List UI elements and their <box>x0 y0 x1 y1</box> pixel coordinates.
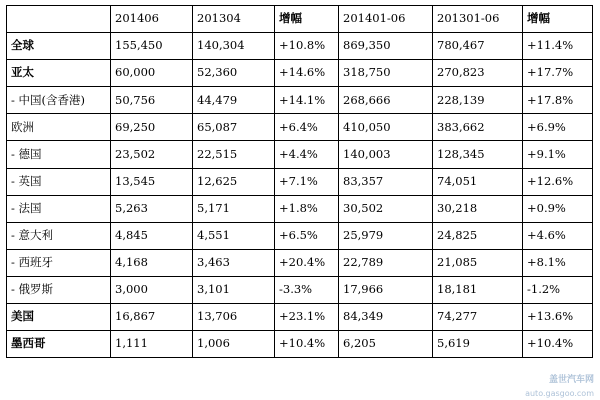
row-label-cell: - 西班牙 <box>7 249 111 276</box>
value-cell: 84,349 <box>339 304 433 331</box>
table-row <box>7 60 593 87</box>
table-row <box>7 168 593 195</box>
value-cell: +23.1% <box>275 304 339 331</box>
value-cell: 13,545 <box>111 168 193 195</box>
value-cell: 780,467 <box>433 33 523 60</box>
value-cell: 22,515 <box>193 141 275 168</box>
value-cell: 18,181 <box>433 276 523 303</box>
row-label-cell: - 意大利 <box>7 222 111 249</box>
value-cell: +9.1% <box>523 141 593 168</box>
table-row <box>7 222 593 249</box>
row-label-cell: 欧洲 <box>7 114 111 141</box>
row-label-cell: - 中国(含香港) <box>7 87 111 114</box>
table-row <box>7 87 593 114</box>
value-cell: 4,168 <box>111 249 193 276</box>
header-cell-201301-06: 201301-06 <box>433 6 523 33</box>
value-cell: 4,551 <box>193 222 275 249</box>
value-cell: +17.7% <box>523 60 593 87</box>
value-cell: 65,087 <box>193 114 275 141</box>
value-cell: +14.6% <box>275 60 339 87</box>
value-cell: 383,662 <box>433 114 523 141</box>
value-cell: 1,006 <box>193 331 275 358</box>
value-cell: +11.4% <box>523 33 593 60</box>
value-cell: 128,345 <box>433 141 523 168</box>
value-cell: 16,867 <box>111 304 193 331</box>
value-cell: +14.1% <box>275 87 339 114</box>
value-cell: 270,823 <box>433 60 523 87</box>
value-cell: -1.2% <box>523 276 593 303</box>
table-row <box>7 331 593 358</box>
table-row <box>7 195 593 222</box>
value-cell: 5,619 <box>433 331 523 358</box>
watermark-logo <box>502 372 594 398</box>
value-cell: 44,479 <box>193 87 275 114</box>
row-label-cell: 全球 <box>7 33 111 60</box>
row-label-cell: - 英国 <box>7 168 111 195</box>
value-cell: -3.3% <box>275 276 339 303</box>
watermark-url: auto.gasgoo.com <box>525 389 594 398</box>
value-cell: 140,304 <box>193 33 275 60</box>
value-cell: 1,111 <box>111 331 193 358</box>
value-cell: 74,277 <box>433 304 523 331</box>
value-cell: 268,666 <box>339 87 433 114</box>
value-cell: +7.1% <box>275 168 339 195</box>
header-cell-201406: 201406 <box>111 6 193 33</box>
value-cell: 24,825 <box>433 222 523 249</box>
value-cell: 23,502 <box>111 141 193 168</box>
value-cell: 3,000 <box>111 276 193 303</box>
value-cell: 12,625 <box>193 168 275 195</box>
header-cell-201401-06: 201401-06 <box>339 6 433 33</box>
value-cell: 3,101 <box>193 276 275 303</box>
value-cell: +17.8% <box>523 87 593 114</box>
value-cell: +6.4% <box>275 114 339 141</box>
value-cell: +10.8% <box>275 33 339 60</box>
row-label-cell: - 俄罗斯 <box>7 276 111 303</box>
value-cell: 22,789 <box>339 249 433 276</box>
value-cell: +10.4% <box>523 331 593 358</box>
table-row <box>7 249 593 276</box>
value-cell: 140,003 <box>339 141 433 168</box>
value-cell: 17,966 <box>339 276 433 303</box>
table-row <box>7 141 593 168</box>
header-row <box>7 6 593 33</box>
header-cell-region <box>7 6 111 33</box>
table-row <box>7 114 593 141</box>
table-row <box>7 33 593 60</box>
table-row <box>7 304 593 331</box>
value-cell: +4.4% <box>275 141 339 168</box>
value-cell: 83,357 <box>339 168 433 195</box>
watermark-title: 盖世汽车网 <box>548 375 594 385</box>
row-label-cell: 亚太 <box>7 60 111 87</box>
value-cell: 21,085 <box>433 249 523 276</box>
value-cell: +20.4% <box>275 249 339 276</box>
value-cell: 228,139 <box>433 87 523 114</box>
header-cell-201304: 201304 <box>193 6 275 33</box>
value-cell: 30,218 <box>433 195 523 222</box>
value-cell: +4.6% <box>523 222 593 249</box>
value-cell: 3,463 <box>193 249 275 276</box>
value-cell: 74,051 <box>433 168 523 195</box>
value-cell: 869,350 <box>339 33 433 60</box>
value-cell: 5,263 <box>111 195 193 222</box>
value-cell: 50,756 <box>111 87 193 114</box>
value-cell: 13,706 <box>193 304 275 331</box>
row-label-cell: - 法国 <box>7 195 111 222</box>
value-cell: 6,205 <box>339 331 433 358</box>
value-cell: +1.8% <box>275 195 339 222</box>
sales-table-body <box>7 6 593 358</box>
row-label-cell: 墨西哥 <box>7 331 111 358</box>
value-cell: +6.5% <box>275 222 339 249</box>
header-cell-growth-ytd: 增幅 <box>523 6 593 33</box>
value-cell: 30,502 <box>339 195 433 222</box>
row-label-cell: - 德国 <box>7 141 111 168</box>
value-cell: +13.6% <box>523 304 593 331</box>
value-cell: +10.4% <box>275 331 339 358</box>
row-label-cell: 美国 <box>7 304 111 331</box>
value-cell: 4,845 <box>111 222 193 249</box>
value-cell: 25,979 <box>339 222 433 249</box>
table-row <box>7 276 593 303</box>
value-cell: 5,171 <box>193 195 275 222</box>
sales-table <box>6 5 593 358</box>
value-cell: 52,360 <box>193 60 275 87</box>
value-cell: 155,450 <box>111 33 193 60</box>
value-cell: 318,750 <box>339 60 433 87</box>
value-cell: 60,000 <box>111 60 193 87</box>
value-cell: 410,050 <box>339 114 433 141</box>
value-cell: 69,250 <box>111 114 193 141</box>
value-cell: +0.9% <box>523 195 593 222</box>
value-cell: +8.1% <box>523 249 593 276</box>
header-cell-growth-month: 增幅 <box>275 6 339 33</box>
value-cell: +12.6% <box>523 168 593 195</box>
value-cell: +6.9% <box>523 114 593 141</box>
